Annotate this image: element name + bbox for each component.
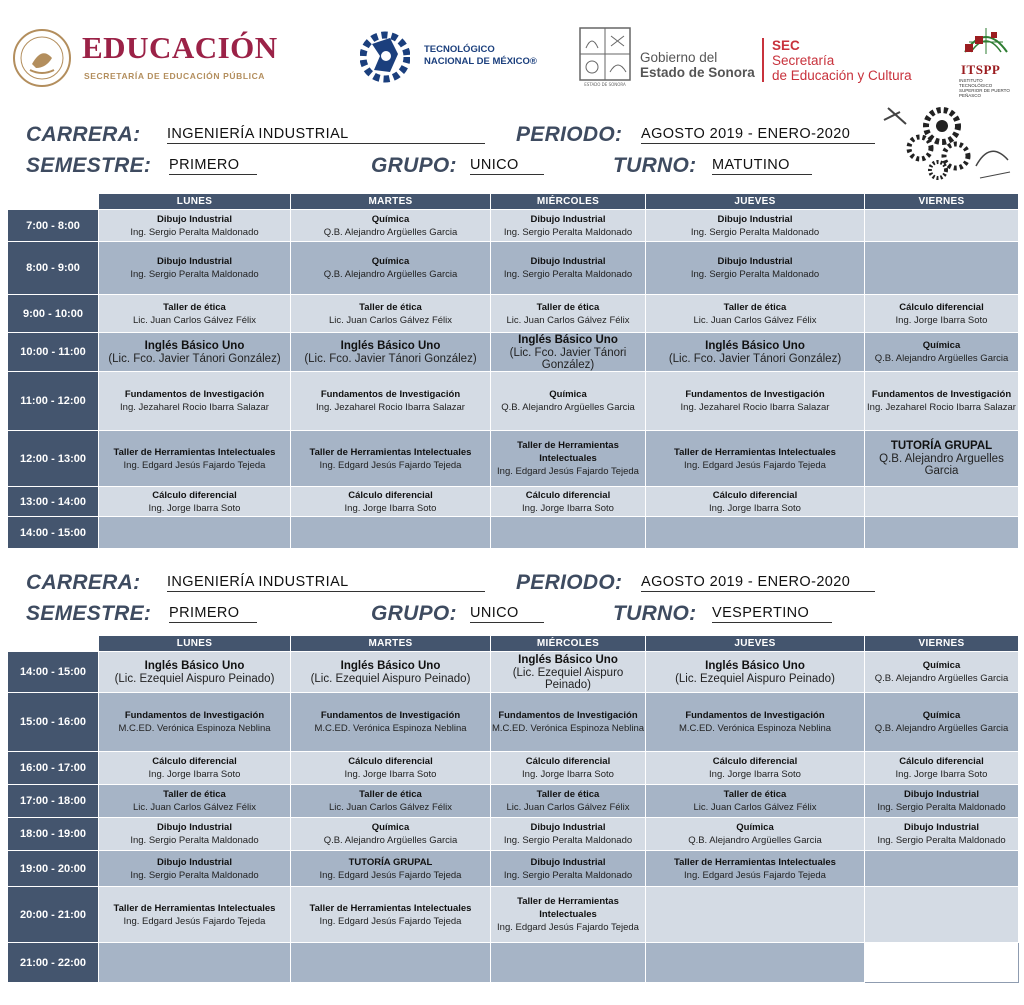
teacher-name: Ing. Sergio Peralta Maldonado: [130, 226, 259, 238]
teacher-name: Ing. Jorge Ibarra Soto: [522, 502, 614, 514]
schedule-row: [8, 487, 1019, 517]
class-cell: [865, 295, 1019, 333]
subject-name: Inglés Básico Uno: [518, 333, 618, 346]
subject-name: Dibujo Industrial: [530, 213, 606, 225]
schedule-row: [8, 851, 1019, 887]
class-cell: [646, 752, 865, 785]
teacher-name: Ing. Jorge Ibarra Soto: [344, 769, 437, 780]
time-slot: 15:00 - 16:00: [8, 693, 99, 752]
class-cell: [491, 652, 646, 693]
class-cell: [99, 295, 291, 333]
class-cell: [99, 431, 291, 487]
subject-name: Taller de Herramientas Intelectuales: [674, 856, 836, 868]
subject-name: Taller de ética: [723, 301, 787, 313]
class-cell: [99, 851, 291, 887]
schedule-row: [8, 431, 1019, 487]
class-cell: [865, 210, 1019, 242]
class-cell: [99, 693, 291, 752]
class-cell: [865, 851, 1019, 887]
schedule-row: [8, 693, 1019, 752]
teacher-name: (Lic. Ezequiel Aispuro Peinado): [114, 672, 275, 685]
class-cell: [646, 210, 865, 242]
day-header: JUEVES: [646, 194, 865, 210]
class-cell: [291, 943, 491, 983]
teacher-name: Lic. Juan Carlos Gálvez Félix: [506, 314, 630, 326]
schedule-row: [8, 295, 1019, 333]
class-cell: [491, 818, 646, 851]
subject-name: Dibujo Industrial: [157, 856, 232, 868]
subject-name: Química: [922, 340, 961, 351]
class-cell: [865, 652, 1019, 693]
day-header: VIERNES: [865, 194, 1019, 210]
class-cell: [291, 887, 491, 943]
subject-name: Taller de Herramientas Intelectuales: [113, 902, 276, 914]
class-cell: [99, 785, 291, 818]
subject-name: Taller de Herramientas Intelectuales: [309, 446, 472, 458]
subject-name: Inglés Básico Uno: [144, 659, 245, 672]
sonora-shield-icon: [578, 26, 632, 88]
subject-name: Fundamentos de Investigación: [320, 389, 461, 400]
subject-name: Dibujo Industrial: [717, 213, 793, 225]
subject-name: Química: [736, 822, 774, 833]
teacher-name: (Lic. Ezequiel Aispuro Peinado): [310, 672, 471, 685]
teacher-name: Q.B. Alejandro Argüelles Garcia: [874, 673, 1009, 684]
subject-name: Dibujo Industrial: [157, 256, 232, 267]
schedule-row: [8, 785, 1019, 818]
carrera-value-morning: INGENIERÍA INDUSTRIAL: [167, 126, 485, 144]
class-cell: [865, 487, 1019, 517]
class-cell: [99, 372, 291, 431]
semestre-value-morning: PRIMERO: [169, 157, 257, 175]
time-slot: 16:00 - 17:00: [8, 752, 99, 785]
time-slot: 14:00 - 15:00: [8, 652, 99, 693]
teacher-name: Ing. Edgard Jesús Fajardo Tejeda: [123, 915, 266, 927]
subject-name: Dibujo Industrial: [530, 822, 606, 833]
schedule-row: [8, 372, 1019, 431]
class-cell: [491, 333, 646, 372]
class-cell: [491, 487, 646, 517]
teacher-name: Ing. Edgard Jesús Fajardo Tejeda: [319, 459, 462, 471]
class-cell: [646, 333, 865, 372]
itspp-logo: [955, 22, 1017, 98]
teacher-name: Ing. Edgard Jesús Fajardo Tejeda: [684, 459, 826, 471]
itspp-title: ITSPP: [961, 62, 1001, 77]
educacion-subtitle: SECRETARÍA DE EDUCACIÓN PÚBLICA: [84, 71, 266, 81]
gears-decoration-icon: [880, 100, 1015, 190]
time-slot: 19:00 - 20:00: [8, 851, 99, 887]
teacher-name: Ing. Sergio Peralta Maldonado: [690, 226, 820, 238]
grupo-label-morning: GRUPO:: [371, 154, 457, 177]
sec-label: SEC: [772, 38, 800, 53]
subject-name: Taller de ética: [163, 301, 226, 313]
class-cell: [865, 372, 1019, 431]
teacher-name: Q.B. Alejandro Argüelles Garcia: [323, 269, 458, 280]
teacher-name: Lic. Juan Carlos Gálvez Félix: [132, 314, 257, 326]
subject-name: Cálculo diferencial: [525, 489, 611, 501]
subject-name: Taller de ética: [359, 301, 422, 313]
subject-name: Taller de ética: [536, 301, 600, 313]
subject-name: Química: [371, 213, 410, 225]
time-slot: 13:00 - 14:00: [8, 487, 99, 517]
teacher-name: Q.B. Alejandro Arguelles Garcia: [879, 453, 1004, 477]
semestre-label-morning: SEMESTRE:: [26, 154, 152, 177]
teacher-name: (Lic. Fco. Javier Tánori González): [304, 352, 477, 365]
time-slot: 21:00 - 22:00: [8, 943, 99, 983]
class-cell: [99, 887, 291, 943]
class-cell: [865, 887, 1019, 943]
subject-name: Química: [922, 710, 961, 721]
teacher-name: Ing. Sergio Peralta Maldonado: [877, 802, 1006, 813]
teacher-name: Ing. Jezaharel Rocio Ibarra Salazar: [120, 402, 269, 413]
subject-name: Dibujo Industrial: [904, 822, 979, 833]
class-cell: [646, 652, 865, 693]
turno-value-morning: MATUTINO: [712, 157, 812, 175]
class-cell: [291, 652, 491, 693]
time-slot: 10:00 - 11:00: [8, 333, 99, 372]
subject-name: Inglés Básico Uno: [705, 659, 805, 672]
class-cell: [291, 818, 491, 851]
subject-name: Fundamentos de Investigación: [124, 389, 265, 400]
periodo-value-evening: AGOSTO 2019 - ENERO-2020: [641, 574, 875, 592]
teacher-name: Q.B. Alejandro Argüelles Garcia: [874, 353, 1009, 364]
class-cell: [646, 242, 865, 295]
subject-name: Taller de ética: [163, 789, 226, 800]
subject-name: Inglés Básico Uno: [705, 339, 805, 352]
class-cell: [865, 785, 1019, 818]
day-header: JUEVES: [646, 636, 865, 652]
teacher-name: Ing. Jezaharel Rocio Ibarra Salazar: [867, 402, 1016, 413]
subject-name: Cálculo diferencial: [899, 756, 984, 767]
teacher-name: Ing. Jezaharel Rocio Ibarra Salazar: [316, 402, 465, 413]
day-header: LUNES: [99, 636, 291, 652]
time-slot: 20:00 - 21:00: [8, 887, 99, 943]
class-cell: [99, 242, 291, 295]
class-cell: [491, 887, 646, 943]
subject-name: Cálculo diferencial: [348, 489, 433, 501]
subject-name: TUTORÍA GRUPAL: [348, 856, 433, 868]
day-header: LUNES: [99, 194, 291, 210]
time-slot: 14:00 - 15:00: [8, 517, 99, 549]
class-cell: [646, 693, 865, 752]
teacher-name: Lic. Juan Carlos Gálvez Félix: [693, 802, 817, 813]
class-cell: [646, 431, 865, 487]
teacher-name: (Lic. Fco. Javier Tánori González): [509, 346, 627, 371]
subject-name: Taller de ética: [723, 789, 787, 800]
teacher-name: Ing. Jorge Ibarra Soto: [522, 769, 614, 780]
teacher-name: Q.B. Alejandro Argüelles Garcia: [501, 402, 635, 413]
subject-name: Fundamentos de Investigación: [124, 710, 265, 721]
schedule-row: [8, 517, 1019, 549]
subject-name: Inglés Básico Uno: [340, 659, 441, 672]
subject-name: Fundamentos de Investigación: [685, 389, 825, 400]
itspp-globe-icon: [961, 22, 1011, 60]
class-cell: [646, 517, 865, 549]
class-cell: [291, 517, 491, 549]
periodo-value-morning: AGOSTO 2019 - ENERO-2020: [641, 126, 875, 144]
class-cell: [646, 943, 865, 983]
class-cell: [646, 487, 865, 517]
subject-name: Inglés Básico Uno: [518, 653, 618, 666]
subject-name: Taller de Herramientas Intelectuales: [674, 446, 836, 458]
turno-label-evening: TURNO:: [613, 602, 697, 625]
class-cell: [291, 333, 491, 372]
tecnologico-line1: TECNOLÓGICO: [424, 44, 495, 55]
class-cell: [99, 517, 291, 549]
tecnologico-gear-icon: [360, 24, 410, 90]
teacher-name: Lic. Juan Carlos Gálvez Félix: [506, 802, 630, 813]
teacher-name: Q.B. Alejandro Argüelles Garcia: [688, 835, 822, 846]
grupo-label-evening: GRUPO:: [371, 602, 457, 625]
teacher-name: Ing. Jorge Ibarra Soto: [148, 769, 241, 780]
subject-name: Dibujo Industrial: [904, 789, 979, 800]
day-header: VIERNES: [865, 636, 1019, 652]
subject-name: Inglés Básico Uno: [340, 339, 441, 352]
class-cell: [99, 752, 291, 785]
teacher-name: Ing. Jorge Ibarra Soto: [709, 769, 801, 780]
carrera-label-evening: CARRERA:: [26, 571, 141, 594]
teacher-name: Ing. Jezaharel Rocio Ibarra Salazar: [680, 402, 830, 413]
teacher-name: Ing. Sergio Peralta Maldonado: [130, 269, 259, 280]
subject-name: Cálculo diferencial: [712, 756, 798, 767]
turno-value-evening: VESPERTINO: [712, 605, 832, 623]
schedule-table-morning: [7, 193, 1019, 549]
subject-name: Cálculo diferencial: [152, 756, 237, 767]
class-cell: [491, 295, 646, 333]
subject-name: Cálculo diferencial: [712, 489, 798, 501]
subject-name: Cálculo diferencial: [152, 489, 237, 501]
class-cell: [99, 652, 291, 693]
teacher-name: Lic. Juan Carlos Gálvez Félix: [328, 314, 453, 326]
teacher-name: Ing. Sergio Peralta Maldonado: [130, 835, 259, 846]
class-cell: [491, 242, 646, 295]
carrera-label-morning: CARRERA:: [26, 123, 141, 146]
subject-name: Dibujo Industrial: [530, 856, 606, 868]
schedule-row: [8, 818, 1019, 851]
teacher-name: M.C.ED. Verónica Espinoza Neblina: [491, 723, 645, 734]
class-cell: [646, 851, 865, 887]
subject-name: Dibujo Industrial: [530, 256, 606, 267]
teacher-name: Ing. Edgard Jesús Fajardo Tejeda: [319, 915, 462, 927]
schedule-row: [8, 242, 1019, 295]
subject-name: Taller de Herramientas Intelectuales: [113, 446, 276, 458]
semestre-label-evening: SEMESTRE:: [26, 602, 152, 625]
class-cell: [291, 851, 491, 887]
day-header: MIÉRCOLES: [491, 636, 646, 652]
class-cell: [865, 693, 1019, 752]
sonora-line1: Gobierno del: [640, 50, 718, 65]
subject-name: Cálculo diferencial: [899, 301, 984, 313]
class-cell: [865, 333, 1019, 372]
class-cell: [865, 431, 1019, 487]
class-cell: [491, 431, 646, 487]
teacher-name: Q.B. Alejandro Argüelles Garcia: [874, 723, 1009, 734]
teacher-name: Ing. Edgard Jesús Fajardo Tejeda: [123, 459, 266, 471]
class-cell: [491, 372, 646, 431]
teacher-name: Ing. Sergio Peralta Maldonado: [503, 269, 633, 280]
schedule-row: [8, 943, 1019, 983]
itspp-subtitle: INSTITUTO TECNOLÓGICO SUPERIOR DE PUERTO PEÑASCO: [959, 78, 1010, 98]
teacher-name: (Lic. Ezequiel Aispuro Peinado): [512, 666, 624, 691]
teacher-name: Lic. Juan Carlos Gálvez Félix: [693, 314, 817, 326]
class-cell: [291, 693, 491, 752]
teacher-name: Ing. Jorge Ibarra Soto: [895, 314, 988, 326]
class-cell: [291, 487, 491, 517]
time-slot: 11:00 - 12:00: [8, 372, 99, 431]
sec-line1: Secretaría: [772, 53, 835, 68]
subject-name: Química: [922, 660, 961, 671]
teacher-name: Ing. Sergio Peralta Maldonado: [503, 835, 633, 846]
sonora-shield-caption: ESTADO DE SONORA: [584, 82, 626, 87]
teacher-name: M.C.ED. Verónica Espinoza Neblina: [118, 723, 271, 734]
subject-name: Cálculo diferencial: [348, 756, 433, 767]
tecnologico-line2: NACIONAL DE MÉXICO®: [424, 56, 537, 67]
subject-name: Dibujo Industrial: [157, 822, 232, 833]
time-slot: 7:00 - 8:00: [8, 210, 99, 242]
class-cell: [646, 372, 865, 431]
day-header: MARTES: [291, 194, 491, 210]
mexico-seal-icon: [12, 28, 72, 88]
periodo-label-morning: PERIODO:: [516, 123, 623, 146]
subject-name: Dibujo Industrial: [717, 256, 793, 267]
schedule-row: [8, 333, 1019, 372]
teacher-name: Ing. Sergio Peralta Maldonado: [130, 869, 259, 881]
class-cell: [291, 431, 491, 487]
sec-line2: de Educación y Cultura: [772, 68, 912, 83]
class-cell: [99, 818, 291, 851]
subject-name: Cálculo diferencial: [525, 756, 611, 767]
class-cell: [99, 333, 291, 372]
schedule-row: [8, 752, 1019, 785]
teacher-name: Ing. Jorge Ibarra Soto: [895, 769, 988, 780]
time-slot: 12:00 - 13:00: [8, 431, 99, 487]
teacher-name: Ing. Sergio Peralta Maldonado: [690, 269, 820, 280]
teacher-name: Ing. Jorge Ibarra Soto: [148, 502, 241, 514]
teacher-name: Ing. Sergio Peralta Maldonado: [877, 835, 1006, 846]
subject-name: Taller de Herramientas Intelectuales: [517, 896, 619, 920]
teacher-name: (Lic. Fco. Javier Tánori González): [668, 352, 842, 365]
class-cell: [865, 517, 1019, 549]
subject-name: Fundamentos de Investigación: [320, 710, 461, 721]
semestre-value-evening: PRIMERO: [169, 605, 257, 623]
class-cell: [99, 210, 291, 242]
subject-name: Fundamentos de Investigación: [498, 710, 638, 721]
class-cell: [491, 851, 646, 887]
carrera-value-evening: INGENIERÍA INDUSTRIAL: [167, 574, 485, 592]
class-cell: [646, 295, 865, 333]
class-cell: [491, 752, 646, 785]
time-slot: 17:00 - 18:00: [8, 785, 99, 818]
class-cell: [865, 943, 1019, 983]
class-cell: [646, 887, 865, 943]
educacion-title: EDUCACIÓN: [82, 30, 278, 65]
class-cell: [865, 818, 1019, 851]
header-corner: [8, 636, 99, 652]
subject-name: Química: [371, 256, 410, 267]
educacion-logo: [10, 26, 310, 90]
schedule-row: [8, 210, 1019, 242]
class-cell: [491, 693, 646, 752]
teacher-name: Q.B. Alejandro Argüelles Garcia: [323, 835, 458, 846]
time-slot: 18:00 - 19:00: [8, 818, 99, 851]
teacher-name: Ing. Sergio Peralta Maldonado: [503, 869, 633, 881]
teacher-name: (Lic. Fco. Javier Tánori González): [108, 352, 281, 365]
class-cell: [291, 295, 491, 333]
subject-name: Taller de ética: [536, 789, 600, 800]
sonora-divider: [762, 38, 764, 82]
time-slot: 8:00 - 9:00: [8, 242, 99, 295]
class-cell: [865, 752, 1019, 785]
class-cell: [865, 242, 1019, 295]
teacher-name: Lic. Juan Carlos Gálvez Félix: [328, 802, 453, 813]
teacher-name: M.C.ED. Verónica Espinoza Neblina: [314, 723, 467, 734]
class-cell: [646, 785, 865, 818]
class-cell: [491, 943, 646, 983]
time-slot: 9:00 - 10:00: [8, 295, 99, 333]
subject-name: Inglés Básico Uno: [144, 339, 245, 352]
subject-name: Dibujo Industrial: [157, 213, 232, 225]
teacher-name: Ing. Edgard Jesús Fajardo Tejeda: [497, 922, 639, 933]
teacher-name: Ing. Sergio Peralta Maldonado: [503, 226, 633, 238]
class-cell: [646, 818, 865, 851]
teacher-name: Ing. Jorge Ibarra Soto: [709, 502, 801, 514]
sonora-logo: [578, 26, 928, 90]
header-corner: [8, 194, 99, 210]
class-cell: [291, 372, 491, 431]
class-cell: [99, 487, 291, 517]
schedule-row: [8, 887, 1019, 943]
turno-label-morning: TURNO:: [613, 154, 697, 177]
day-header: MARTES: [291, 636, 491, 652]
subject-name: TUTORÍA GRUPAL: [890, 440, 993, 452]
subject-name: Fundamentos de Investigación: [871, 389, 1012, 400]
teacher-name: Q.B. Alejandro Argüelles Garcia: [323, 226, 458, 238]
teacher-name: Ing. Jorge Ibarra Soto: [344, 502, 437, 514]
day-header: MIÉRCOLES: [491, 194, 646, 210]
class-cell: [291, 242, 491, 295]
class-cell: [291, 785, 491, 818]
grupo-value-evening: UNICO: [470, 605, 544, 623]
subject-name: Fundamentos de Investigación: [685, 710, 825, 721]
teacher-name: M.C.ED. Verónica Espinoza Neblina: [678, 723, 832, 734]
teacher-name: Ing. Edgard Jesús Fajardo Tejeda: [684, 869, 826, 881]
schedule-row: [8, 652, 1019, 693]
class-cell: [291, 752, 491, 785]
subject-name: Taller de Herramientas Intelectuales: [517, 440, 619, 464]
subject-name: Taller de ética: [359, 789, 422, 800]
teacher-name: Ing. Edgard Jesús Fajardo Tejeda: [319, 869, 462, 881]
subject-name: Taller de Herramientas Intelectuales: [309, 902, 472, 914]
subject-name: Química: [371, 822, 410, 833]
class-cell: [491, 517, 646, 549]
subject-name: Química: [549, 389, 587, 400]
schedule-table-evening: [7, 635, 1019, 983]
teacher-name: Lic. Juan Carlos Gálvez Félix: [132, 802, 257, 813]
teacher-name: Ing. Edgard Jesús Fajardo Tejeda: [497, 466, 639, 477]
class-cell: [99, 943, 291, 983]
teacher-name: (Lic. Ezequiel Aispuro Peinado): [675, 672, 835, 685]
class-cell: [491, 210, 646, 242]
class-cell: [491, 785, 646, 818]
tecnologico-logo: [360, 24, 537, 94]
periodo-label-evening: PERIODO:: [516, 571, 623, 594]
grupo-value-morning: UNICO: [470, 157, 544, 175]
class-cell: [291, 210, 491, 242]
sonora-line2: Estado de Sonora: [640, 65, 755, 80]
